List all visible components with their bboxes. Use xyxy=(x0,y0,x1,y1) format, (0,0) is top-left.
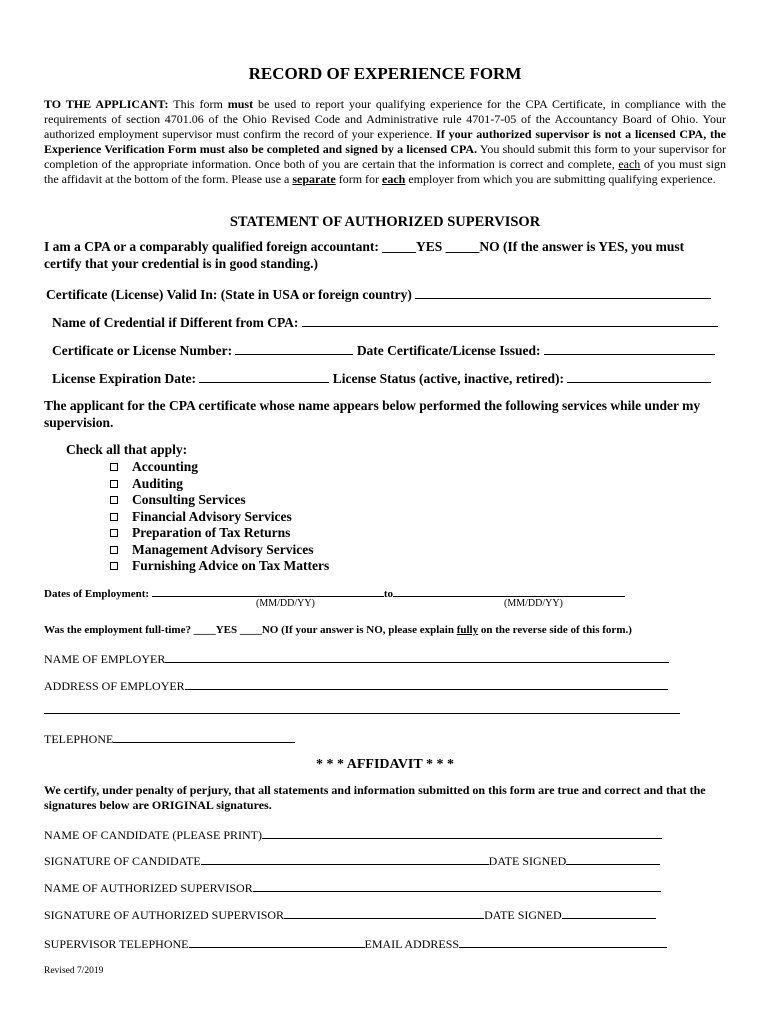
cert-valid-row xyxy=(46,285,711,303)
cpa-question: I am a CPA or a comparably qualified foreign accountant: _____YES _____NO (If the answer is YES, you must xyxy=(44,239,685,254)
candidate-date-field[interactable] xyxy=(566,852,660,865)
supervisor-name-label: NAME OF AUTHORIZED SUPERVISOR xyxy=(44,881,253,895)
service-label: Preparation of Tax Returns xyxy=(132,525,291,540)
instructions-lead: TO THE APPLICANT: xyxy=(44,97,169,111)
supervisor-name-field[interactable] xyxy=(253,879,661,892)
date-signed-label: DATE SIGNED xyxy=(484,908,562,922)
services-statement: The applicant for the CPA certificate whose name appears below performed the following services while under my supervision. xyxy=(44,398,701,430)
instructions-text: of you must sign the affidavit at the bottom of the form. Please use a xyxy=(44,157,726,186)
employer-address-field-2[interactable] xyxy=(44,701,680,714)
instructions-underline: separate xyxy=(292,172,336,186)
employer-address-line2 xyxy=(44,701,680,718)
expiration-field[interactable] xyxy=(199,369,329,383)
supervisor-name-row xyxy=(44,879,661,896)
checkbox[interactable] xyxy=(110,463,118,471)
service-item[interactable] xyxy=(110,542,329,559)
employment-dates-label: Dates of Employment: xyxy=(44,588,150,600)
supervisor-telephone-label: SUPERVISOR TELEPHONE xyxy=(44,937,189,951)
candidate-name-label: NAME OF CANDIDATE (PLEASE PRINT) xyxy=(44,828,262,842)
credential-name-row xyxy=(52,313,718,331)
employer-name-row xyxy=(44,650,669,667)
form-title: RECORD OF EXPERIENCE FORM xyxy=(248,64,522,83)
candidate-signature-row xyxy=(44,852,660,869)
service-label: Consulting Services xyxy=(132,492,246,507)
employer-address-field[interactable] xyxy=(185,677,668,690)
check-all-label: Check all that apply: xyxy=(66,442,188,457)
affidavit-text: We certify, under penalty of perjury, that all statements and information submitted on this form are true and correct and that the signatures below are ORIGINAL signatures. xyxy=(44,783,706,812)
fulltime-text: on the reverse side of this form.) xyxy=(478,624,632,636)
supervisor-signature-label: SIGNATURE OF AUTHORIZED SUPERVISOR xyxy=(44,908,285,922)
checkbox[interactable] xyxy=(110,513,118,521)
candidate-name-field[interactable] xyxy=(262,826,662,839)
cert-valid-label: Certificate (License) Valid In: (State in USA or foreign country) xyxy=(46,287,412,302)
service-label: Financial Advisory Services xyxy=(132,508,292,524)
checkbox[interactable] xyxy=(110,562,118,570)
supervisor-statement-heading: STATEMENT OF AUTHORIZED SUPERVISOR xyxy=(229,214,541,230)
instructions-emphasis: If your authorized supervisor is not a licensed CPA, the Experience Verification Form must also be completed and signed by a licensed CPA. xyxy=(44,127,726,156)
checkbox[interactable] xyxy=(110,529,118,537)
supervisor-signature-row xyxy=(44,906,656,923)
instructions-underline: each xyxy=(618,157,641,171)
fulltime-question xyxy=(44,624,632,636)
email-field[interactable] xyxy=(459,935,667,948)
date-issued-label: Date Certificate/License Issued: xyxy=(356,343,541,358)
instructions-emphasis: must xyxy=(227,97,254,111)
telephone-row xyxy=(44,730,295,747)
service-item[interactable] xyxy=(110,558,329,575)
supervisor-telephone-field[interactable] xyxy=(189,935,365,948)
service-label: Auditing xyxy=(132,475,184,491)
expiration-row xyxy=(52,369,711,387)
services-checklist xyxy=(110,459,329,575)
employer-name-field[interactable] xyxy=(165,650,669,663)
service-item[interactable] xyxy=(110,525,329,542)
email-label: EMAIL ADDRESS xyxy=(364,937,460,951)
service-label: Accounting xyxy=(132,459,199,474)
supervisor-date-field[interactable] xyxy=(562,906,656,919)
expiration-label: License Expiration Date: xyxy=(52,371,196,386)
license-status-field[interactable] xyxy=(567,369,711,383)
telephone-label: TELEPHONE xyxy=(44,732,114,746)
date-issued-field[interactable] xyxy=(544,341,715,355)
license-number-row xyxy=(52,341,715,359)
instructions-text: You should submit this form to your supervisor for completion of the appropriate information. Once both of you are certain that the information is correct and complete, xyxy=(44,142,726,171)
telephone-field[interactable] xyxy=(113,730,295,743)
employer-address-row xyxy=(44,677,668,694)
candidate-signature-label: SIGNATURE OF CANDIDATE xyxy=(44,854,201,868)
license-number-label: Certificate or License Number: xyxy=(52,343,233,358)
candidate-name-row xyxy=(44,826,662,843)
instructions-text: be used to report your qualifying experience for the CPA Certificate, in compliance with the requirements of section 4701.06 of the Ohio Revised Code and Administrative rule 4701-7-05 of the Accountancy Board of Ohio. Your authorized employment supervisor must confirm the record of your experience. xyxy=(44,97,727,141)
checkbox[interactable] xyxy=(110,480,118,488)
checkbox[interactable] xyxy=(110,546,118,554)
applicant-instructions xyxy=(44,97,726,187)
date-format-hint: (MM/DD/YY) xyxy=(256,598,315,609)
cpa-question-cont: certify that your credential is in good standing.) xyxy=(44,256,319,271)
instructions-underline: each xyxy=(382,172,406,186)
service-item[interactable] xyxy=(110,476,329,493)
instructions-text: employer from which you are submitting qualifying experience. xyxy=(405,172,716,186)
revision-note: Revised 7/2019 xyxy=(44,966,104,976)
employer-name-label: NAME OF EMPLOYER xyxy=(44,652,166,666)
fulltime-text: Was the employment full-time? ____YES ____NO (If your answer is NO, please explain xyxy=(44,624,457,636)
cert-valid-field[interactable] xyxy=(415,285,711,299)
supervisor-contact-row xyxy=(44,935,667,952)
date-signed-label: DATE SIGNED xyxy=(488,854,567,868)
supervisor-signature-field[interactable] xyxy=(284,906,484,919)
affidavit-heading: * * * AFFIDAVIT * * * xyxy=(316,757,454,772)
service-label: Management Advisory Services xyxy=(132,541,314,557)
start-date-field[interactable] xyxy=(152,585,384,597)
date-format-hint: (MM/DD/YY) xyxy=(504,598,563,609)
checkbox[interactable] xyxy=(110,496,118,504)
service-label: Furnishing Advice on Tax Matters xyxy=(132,558,330,573)
to-label: to xyxy=(383,588,394,600)
instructions-text: This form xyxy=(168,97,228,111)
service-item[interactable] xyxy=(110,492,329,509)
credential-name-field[interactable] xyxy=(302,313,718,327)
license-status-label: License Status (active, inactive, retired): xyxy=(332,371,564,386)
fulltime-emphasis: fully xyxy=(456,624,479,636)
service-item[interactable] xyxy=(110,509,329,526)
end-date-field[interactable] xyxy=(393,585,625,597)
instructions-text: form for xyxy=(335,172,383,186)
service-item[interactable] xyxy=(110,459,329,476)
credential-name-label: Name of Credential if Different from CPA: xyxy=(52,315,299,330)
candidate-signature-field[interactable] xyxy=(201,852,489,865)
employer-address-label: ADDRESS OF EMPLOYER xyxy=(44,679,185,693)
license-number-field[interactable] xyxy=(235,341,353,355)
